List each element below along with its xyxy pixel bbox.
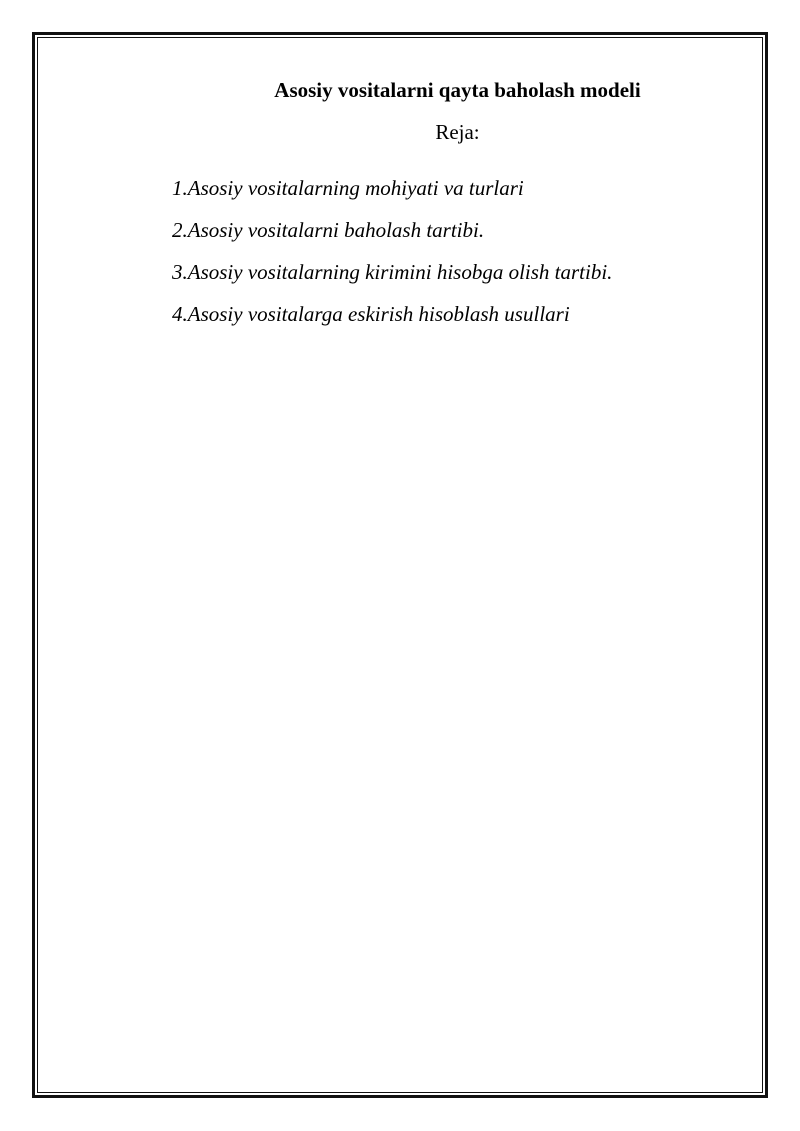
document-title: Asosiy vositalarni qayta baholash modeli	[274, 78, 641, 102]
plan-item: 4.Asosiy vositalarga eskirish hisoblash usullari	[172, 302, 570, 326]
plan-item: 1.Asosiy vositalarning mohiyati va turlari	[172, 176, 524, 200]
plan-item: 2.Asosiy vositalarni baholash tartibi.	[172, 218, 485, 242]
plan-item: 3.Asosiy vositalarning kirimini hisobga olish tartibi.	[172, 260, 613, 284]
plan-heading: Reja:	[435, 120, 480, 144]
plan-list	[172, 174, 612, 342]
